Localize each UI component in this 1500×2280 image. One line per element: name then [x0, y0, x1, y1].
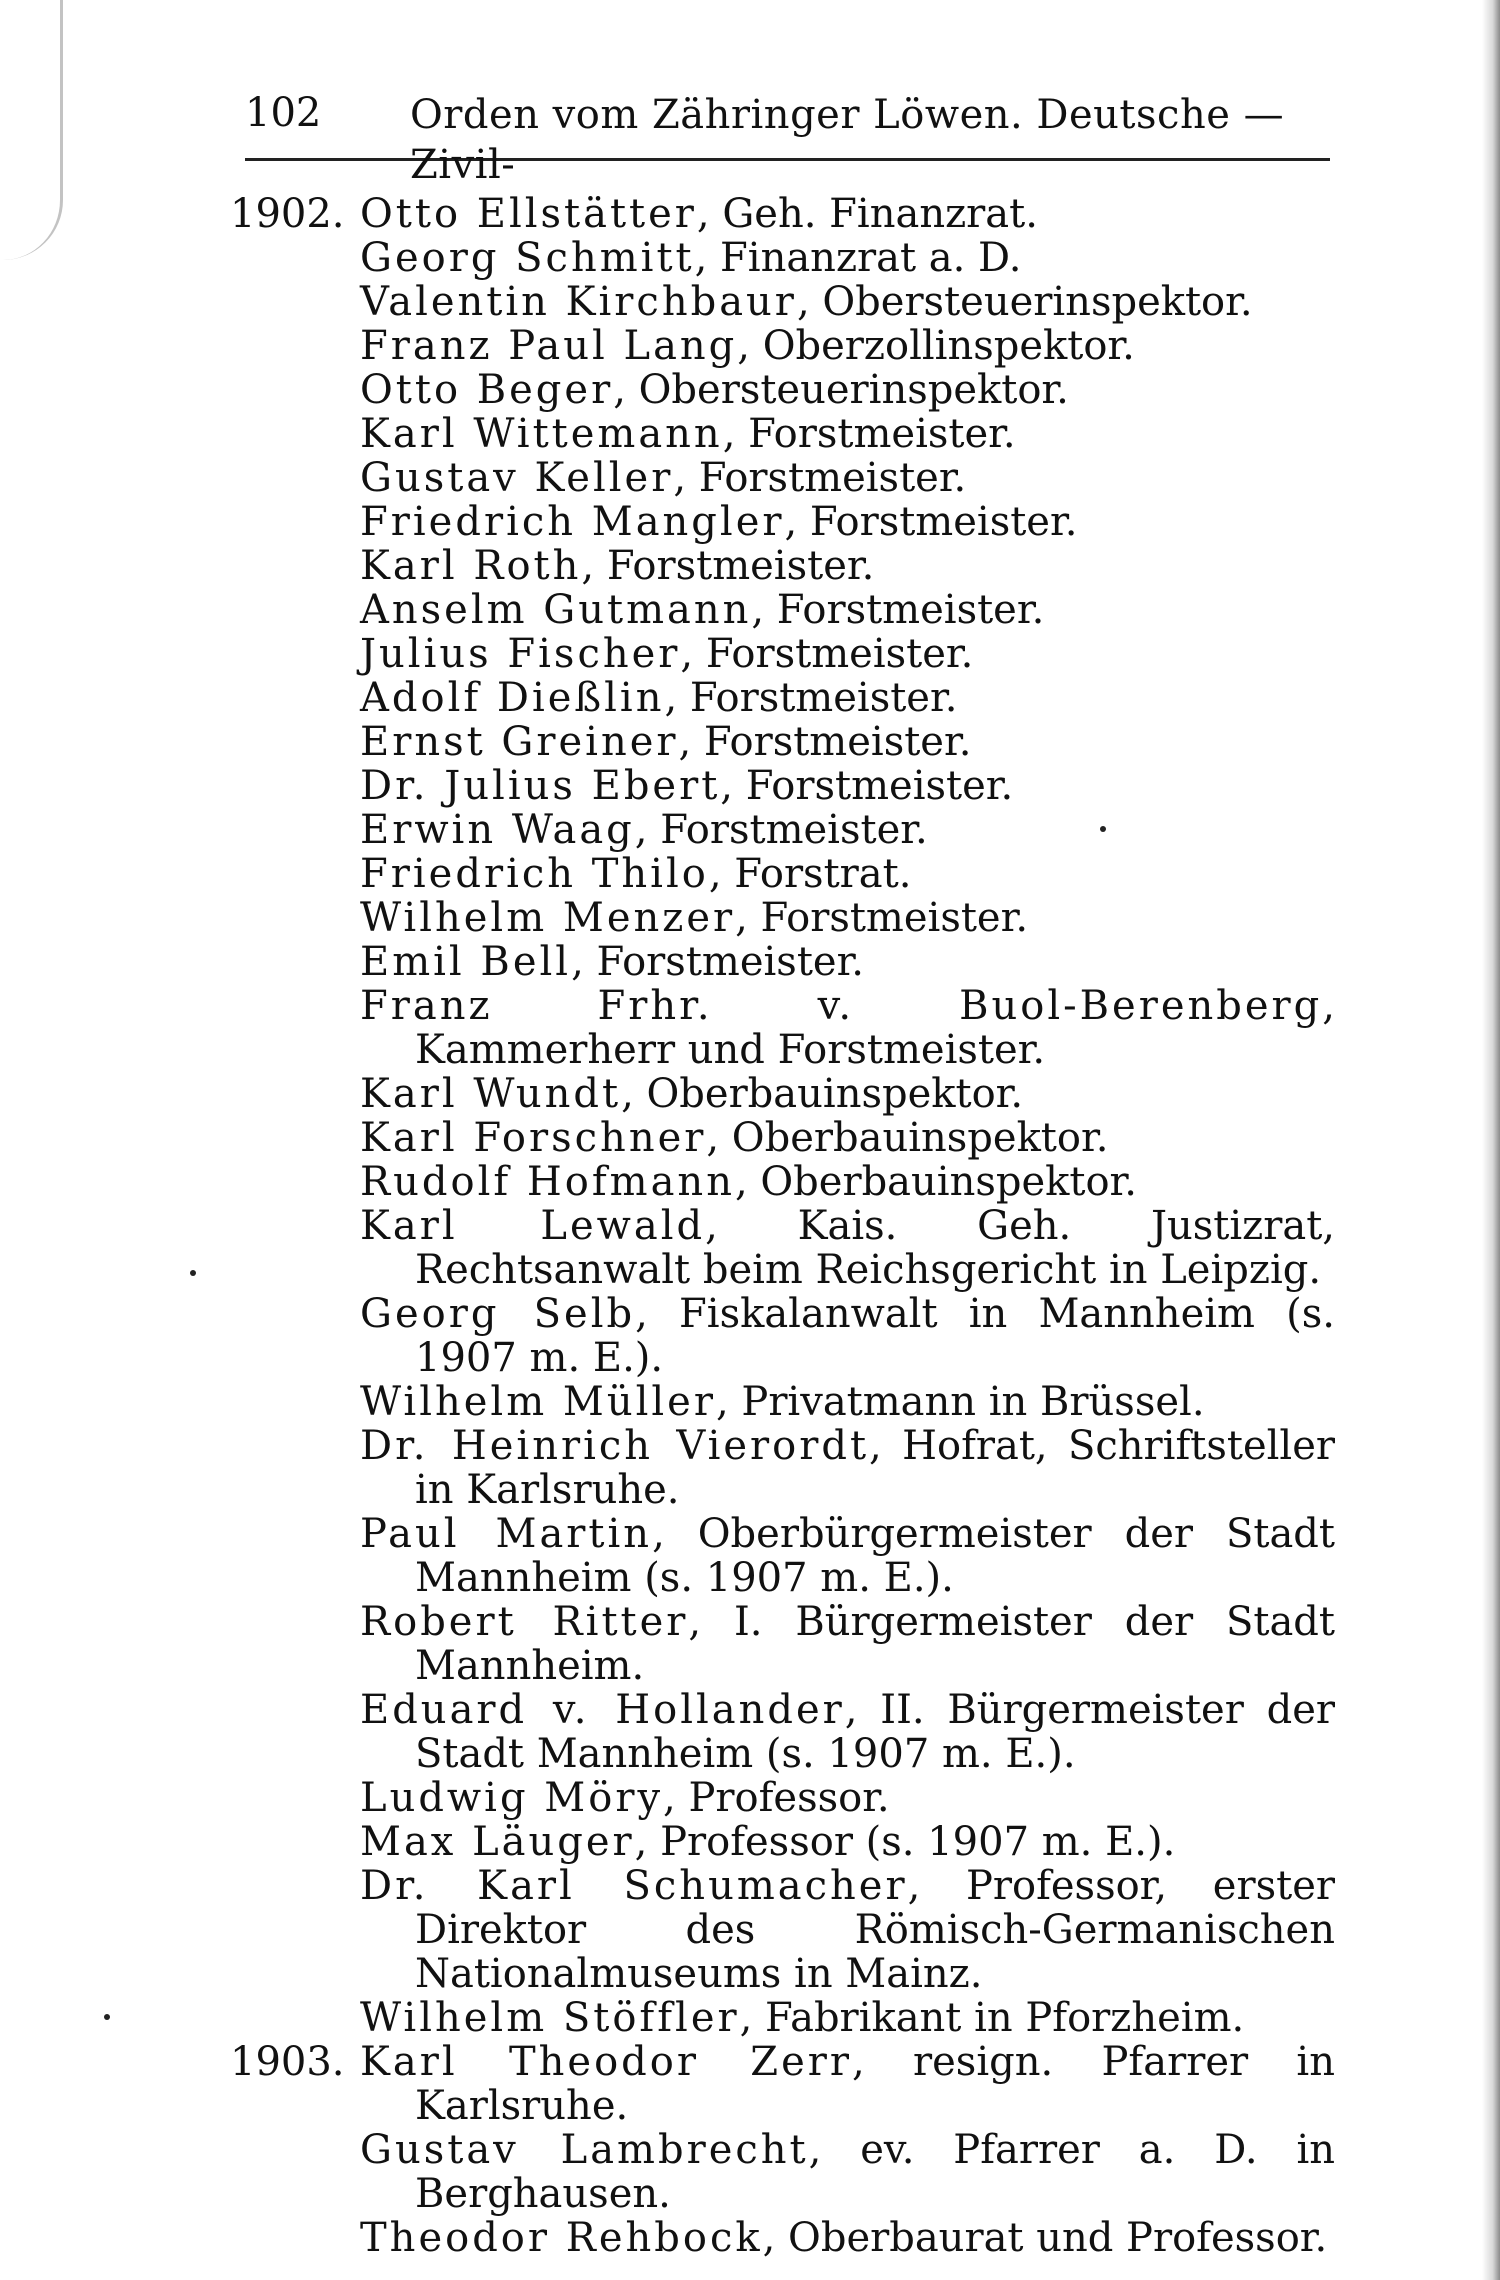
- person-title: , Professor (s. 1907 m. E.).: [634, 1819, 1176, 1865]
- list-item: [360, 676, 1335, 720]
- person-name: Friedrich Thilo: [360, 851, 709, 897]
- person-title: , Geh. Finanzrat.: [696, 191, 1038, 237]
- person-name: Adolf Dießlin: [360, 675, 665, 721]
- list-item: [360, 412, 1335, 456]
- list-item: [360, 808, 1335, 852]
- list-item: [360, 456, 1335, 500]
- list-item: [360, 2040, 1335, 2128]
- person-name: Karl Roth: [360, 543, 582, 589]
- list-item: [360, 1600, 1335, 1688]
- person-title: , Oberbaurat und Professor.: [762, 2215, 1328, 2261]
- honors-list: [230, 192, 1335, 2260]
- person-title: , Forstmeister.: [678, 719, 972, 765]
- list-item: [360, 1292, 1335, 1380]
- person-name: Franz Frhr. v. Buol-Berenberg: [360, 983, 1323, 1029]
- person-name: Anselm Gutmann: [360, 587, 752, 633]
- list-item: [360, 1688, 1335, 1776]
- person-name: Wilhelm Menzer: [360, 895, 736, 941]
- list-item: [360, 544, 1335, 588]
- list-item: [360, 852, 1335, 896]
- list-item: [360, 1864, 1335, 1996]
- person-title: , Fabrikant in Pforzheim.: [739, 1995, 1245, 2041]
- year-group: [230, 192, 1335, 2040]
- person-title: , Forstmeister.: [751, 587, 1045, 633]
- person-name: Georg Schmitt: [360, 235, 695, 281]
- running-title: Orden vom Zähringer Löwen. Deutsche — Zivil-: [410, 92, 1285, 188]
- list-item: [360, 368, 1335, 412]
- person-title: , Forstmeister.: [784, 499, 1078, 545]
- page-curl-left: [0, 0, 63, 260]
- person-title: , Professor, erster Direktor des Römisch-Germanischen Nationalmuseums in Mainz.: [415, 1863, 1335, 1997]
- speck-mark: [104, 2014, 110, 2020]
- person-title: , Forstmeister.: [735, 895, 1029, 941]
- person-name: Dr. Julius Ebert: [360, 763, 721, 809]
- person-name: Robert Ritter: [360, 1599, 689, 1645]
- person-title: , Professor.: [663, 1775, 890, 1821]
- person-name: Wilhelm Stöffler: [360, 1995, 740, 2041]
- list-item: [360, 1996, 1335, 2040]
- page-number: 102: [245, 90, 322, 136]
- person-name: Rudolf Hofmann: [360, 1159, 735, 1205]
- person-name: Otto Beger: [360, 367, 614, 413]
- person-name: Karl Theodor Zerr: [360, 2039, 852, 2085]
- person-title: , Kammerherr und Forstmeister.: [415, 983, 1335, 1073]
- person-title: , Forstmeister.: [571, 939, 865, 985]
- page-header: [245, 88, 1330, 188]
- person-title: , Forstmeister.: [673, 455, 967, 501]
- person-name: Dr. Heinrich Vierordt: [360, 1423, 870, 1469]
- list-item: [360, 1424, 1335, 1512]
- person-title: , Oberbauinspektor.: [621, 1071, 1024, 1117]
- person-title: , Obersteuerinspektor.: [796, 279, 1253, 325]
- list-item: [360, 940, 1335, 984]
- list-item: [360, 1512, 1335, 1600]
- person-name: Georg Selb: [360, 1291, 636, 1337]
- person-title: , Oberbürgermeister der Stadt Mannheim (s. 1907 m. E.).: [415, 1511, 1335, 1601]
- page-edge-right: [1482, 0, 1500, 2280]
- list-item: [360, 324, 1335, 368]
- person-title: , ev. Pfarrer a. D. in Berghausen.: [415, 2127, 1335, 2217]
- person-name: Paul Martin: [360, 1511, 653, 1557]
- person-title: , Forstmeister.: [664, 675, 958, 721]
- list-item: [360, 192, 1335, 236]
- person-title: , resign. Pfarrer in Karlsruhe.: [415, 2039, 1335, 2129]
- person-name: Theodor Rehbock: [360, 2215, 763, 2261]
- list-item: [360, 1116, 1335, 1160]
- person-title: , Forstrat.: [708, 851, 912, 897]
- person-name: Gustav Keller: [360, 455, 674, 501]
- person-name: Gustav Lambrecht: [360, 2127, 809, 2173]
- person-name: Ludwig Möry: [360, 1775, 664, 1821]
- list-item: [360, 984, 1335, 1072]
- list-item: [360, 1380, 1335, 1424]
- person-title: , Forstmeister.: [634, 807, 928, 853]
- person-name: Friedrich Mangler: [360, 499, 785, 545]
- person-title: , Finanzrat a. D.: [694, 235, 1022, 281]
- list-item: [360, 588, 1335, 632]
- person-title: , Kais. Geh. Justizrat, Rechtsanwalt beim Reichsgericht in Leipzig.: [415, 1203, 1336, 1293]
- person-name: Emil Bell: [360, 939, 572, 985]
- person-title: , Forstmeister.: [722, 411, 1016, 457]
- list-item: [360, 2216, 1335, 2260]
- list-item: [360, 1776, 1335, 1820]
- person-title: , Forstmeister.: [680, 631, 974, 677]
- list-item: [360, 896, 1335, 940]
- list-item: [360, 1160, 1335, 1204]
- person-name: Wilhelm Müller: [360, 1379, 716, 1425]
- person-title: , Fiskalanwalt in Mannheim (s. 1907 m. E.).: [415, 1291, 1335, 1381]
- list-item: [360, 280, 1335, 324]
- year-label: 1903.: [230, 2039, 345, 2085]
- speck-mark: [1100, 826, 1106, 832]
- person-name: Julius Fischer: [360, 631, 681, 677]
- year-group: [230, 2040, 1335, 2260]
- person-title: , Oberbauinspektor.: [734, 1159, 1137, 1205]
- list-item: [360, 2128, 1335, 2216]
- list-item: [360, 720, 1335, 764]
- person-title: , II. Bürgermeister der Stadt Mannheim (s. 1907 m. E.).: [415, 1687, 1335, 1777]
- list-item: [360, 1204, 1335, 1292]
- person-name: Eduard v. Hollander: [360, 1687, 845, 1733]
- person-name: Otto Ellstätter: [360, 191, 697, 237]
- person-name: Max Läuger: [360, 1819, 635, 1865]
- person-name: Franz Paul Lang: [360, 323, 738, 369]
- person-title: , Oberzollinspektor.: [737, 323, 1135, 369]
- person-name: Dr. Karl Schumacher: [360, 1863, 908, 1909]
- person-name: Karl Wittemann: [360, 411, 723, 457]
- person-title: , Forstmeister.: [581, 543, 875, 589]
- list-item: [360, 236, 1335, 280]
- list-item: [360, 764, 1335, 808]
- person-title: , Obersteuerinspektor.: [613, 367, 1069, 413]
- year-label: 1902.: [230, 191, 345, 237]
- person-title: , Forstmeister.: [720, 763, 1014, 809]
- person-name: Valentin Kirchbaur: [360, 279, 797, 325]
- person-title: , I. Bürgermeister der Stadt Mannheim.: [415, 1599, 1335, 1689]
- speck-mark: [190, 1270, 196, 1276]
- person-title: , Oberbauinspektor.: [706, 1115, 1109, 1161]
- list-item: [360, 1072, 1335, 1116]
- person-name: Karl Forschner: [360, 1115, 707, 1161]
- person-title: , Privatmann in Brüssel.: [715, 1379, 1205, 1425]
- list-item: [360, 500, 1335, 544]
- person-name: Ernst Greiner: [360, 719, 679, 765]
- person-name: Erwin Waag: [360, 807, 635, 853]
- person-title: , Hofrat, Schriftsteller in Karlsruhe.: [415, 1423, 1335, 1513]
- list-item: [360, 1820, 1335, 1864]
- list-item: [360, 632, 1335, 676]
- person-name: Karl Lewald: [360, 1203, 706, 1249]
- person-name: Karl Wundt: [360, 1071, 622, 1117]
